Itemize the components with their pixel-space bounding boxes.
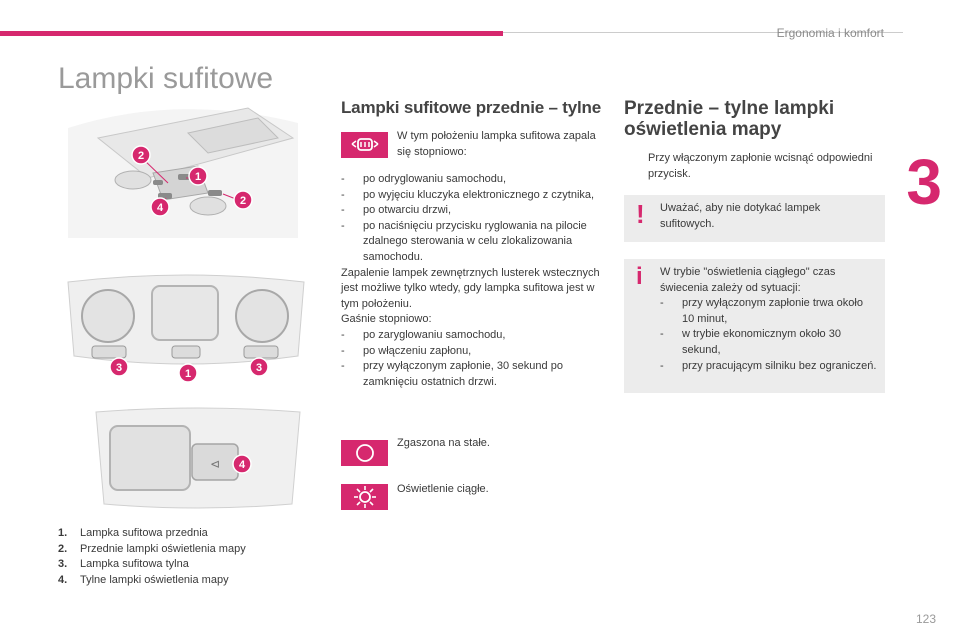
svg-text:3: 3	[115, 362, 123, 374]
info-note	[624, 259, 885, 393]
off-list-item: - przy wyłączonym zapłonie, 30 sekund po zamknięciu ostatnich drzwi.	[341, 359, 606, 390]
chapter-number: 3	[906, 146, 942, 218]
callout-1-front	[188, 166, 208, 186]
off-mode-icon-box	[341, 440, 388, 466]
info-intro: W trybie "oświetlenia ciągłego" czas świecenia zależy od sytuacji:	[660, 266, 836, 294]
info-list-item: - przy wyłączonym zapłonie trwa około 10 minut,	[660, 296, 877, 327]
map-lamps-step: Przy włączonym zapłonie wcisnąć odpowiedni przycisk.	[648, 152, 873, 180]
off-list-item: - po włączeniu zapłonu,	[341, 344, 606, 360]
legend	[58, 526, 246, 588]
callout-3-left	[109, 357, 129, 377]
svg-text:2: 2	[239, 195, 247, 207]
section-title: Ergonomia i komfort	[776, 26, 884, 40]
legend-item: 2. Przednie lampki oświetlenia mapy	[58, 542, 246, 555]
info-list-item: - w trybie ekonomicznym około 30 sekund,	[660, 327, 877, 358]
mirror-note: Zapalenie lampek zewnętrznych lusterek wstecznych jest możliwe tylko wtedy, gdy lampka sufitowa jest w tym położeniu.	[341, 266, 600, 310]
callout-4-rear	[232, 454, 252, 474]
svg-text:3: 3	[255, 362, 263, 374]
warning-text: Uważać, aby nie dotykać lampek sufitowych.	[660, 202, 821, 230]
front-console-illustration	[58, 98, 308, 248]
lamp-off-icon	[353, 442, 377, 464]
on-mode-icon-box	[341, 484, 388, 510]
callout-4-front	[150, 197, 170, 217]
off-intro: Gaśnie stopniowo:	[341, 313, 432, 326]
info-list-item: - przy pracującym silniku bez ograniczeń.	[660, 359, 877, 375]
svg-text:4: 4	[156, 202, 164, 214]
lamp-on-icon	[352, 485, 378, 509]
on-list-item: - po naciśnięciu przycisku ryglowania na pilocie zdalnego sterowania w celu zlokalizowania samochodu.	[341, 219, 606, 266]
rear-map-lamp-illustration	[92, 404, 304, 512]
page-title: Lampki sufitowe	[58, 62, 274, 95]
on-list-item: - po otwarciu drzwi,	[341, 203, 606, 219]
legend-item: 4. Tylne lampki oświetlenia mapy	[58, 573, 229, 586]
warning-note	[624, 195, 885, 242]
on-list-item: - po odryglowaniu samochodu,	[341, 172, 606, 188]
on-mode-text: Oświetlenie ciągłe.	[397, 483, 489, 495]
door-mode-icon-box	[341, 132, 388, 158]
callout-2-front-left	[131, 145, 151, 165]
off-list-item: - po zaryglowaniu samochodu,	[341, 328, 606, 344]
warning-icon: !	[636, 199, 645, 229]
page-number: 123	[915, 612, 936, 626]
off-mode-text: Zgaszona na stałe.	[397, 437, 490, 449]
callout-2-front-right	[233, 190, 253, 210]
door-mode-text: W tym położeniu lampka sufitowa zapala się stopniowo:	[397, 130, 596, 158]
callout-1-rear	[178, 363, 198, 383]
svg-text:4: 4	[238, 459, 246, 471]
svg-text:1: 1	[184, 368, 192, 380]
svg-text:1: 1	[194, 171, 202, 183]
svg-text:2: 2	[137, 150, 145, 162]
info-icon: i	[636, 263, 643, 290]
legend-item: 1. Lampka sufitowa przednia	[58, 527, 208, 539]
callout-3-right	[249, 357, 269, 377]
svg-text:⊲: ⊲	[209, 457, 221, 471]
front-rear-lamps-heading: Lampki sufitowe przednie – tylne	[341, 98, 601, 117]
on-list-item: - po wyjęciu kluczyka elektronicznego z czytnika,	[341, 188, 606, 204]
door-mode-icon	[348, 135, 382, 155]
front-rear-lamps-body	[341, 172, 606, 390]
legend-item: 3. Lampka sufitowa tylna	[58, 558, 189, 570]
header-accent-bar	[0, 31, 503, 36]
map-lamps-heading: Przednie – tylne lampki oświetlenia mapy	[624, 98, 835, 140]
